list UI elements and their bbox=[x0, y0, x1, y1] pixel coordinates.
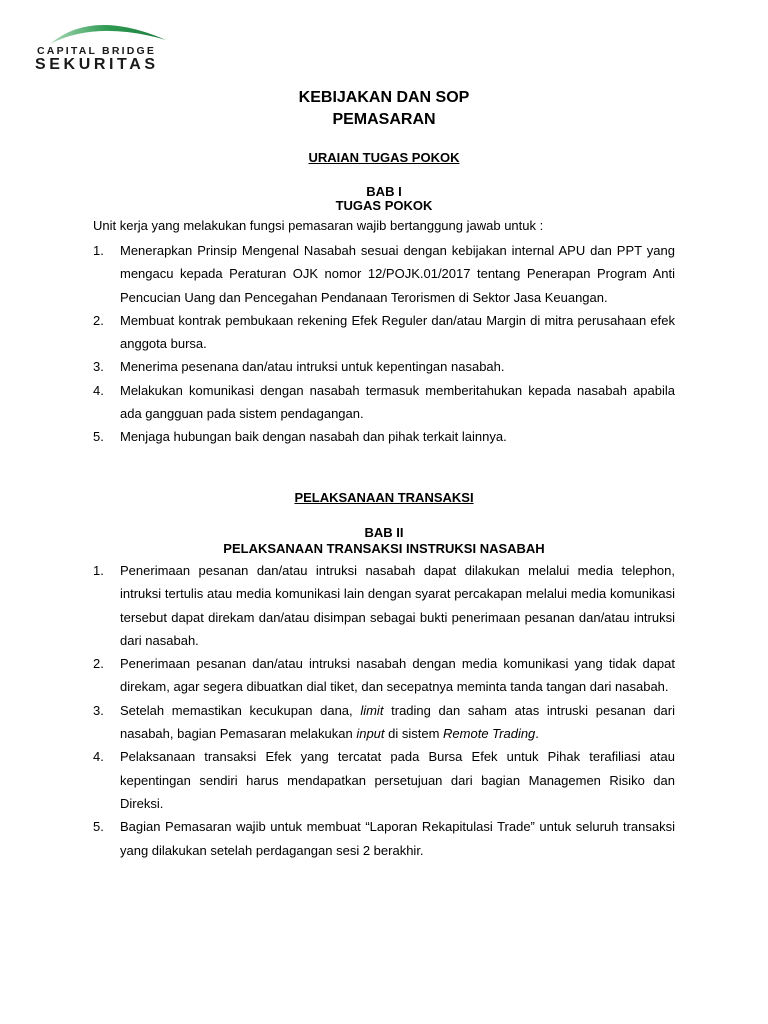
emphasis-input: input bbox=[356, 726, 385, 742]
text-run: Setelah memastikan kecukupan dana, bbox=[120, 702, 361, 718]
section2-heading: PELAKSANAAN TRANSAKSI bbox=[294, 490, 474, 505]
document-title-line2: PEMASARAN bbox=[332, 111, 436, 128]
list-item-text: Menerapkan Prinsip Mengenal Nasabah sesuai dengan kebijakan internal APU dan PPT yang mengacu kepada Peraturan OJK nomor 12/POJK.01/2017 tentang Penerapan Program Anti Pencucian Uang dan Pencegahan Pendanaan Terorismen di Sektor Jasa Keuangan. bbox=[120, 243, 675, 305]
text-run: di sistem bbox=[384, 726, 444, 742]
list-item-number: 5. bbox=[93, 819, 104, 835]
company-logo bbox=[34, 14, 184, 76]
list-item bbox=[93, 815, 675, 862]
list-item-number: 1. bbox=[93, 563, 104, 578]
list-item-text: Menerima pesenana dan/atau intruksi untuk kepentingan nasabah. bbox=[120, 359, 505, 375]
list-item-text: Bagian Pemasaran wajib untuk membuat “Laporan Rekapitulasi Trade” untuk seluruh transaksi yang dilakukan setelah perdagangan sesi 2 berakhir. bbox=[120, 819, 675, 858]
list-item-text: Pelaksanaan transaksi Efek yang tercatat pada Bursa Efek untuk Pihak terafiliasi atau kepentingan sendiri harus mendapatkan persetujuan dari bagian Managemen Risiko dan Direksi. bbox=[120, 749, 675, 811]
list-item bbox=[93, 379, 675, 426]
list-item-number: 4. bbox=[93, 382, 104, 398]
list-item-text bbox=[120, 699, 675, 746]
list-item-number: 3. bbox=[93, 702, 104, 718]
document-title-line1: KEBIJAKAN DAN SOP bbox=[298, 89, 470, 106]
list-item-text: Penerimaan pesanan dan/atau intruksi nasabah dapat dilakukan melalui media telephon, intruksi tertulis atau media komunikasi lain dengan syarat percakapan melalui media komunikasi tersebut dapat direkam dan/atau disimpan sebagai bukti penerimaan pesanan dan/atau intruksi dari nasabah. bbox=[120, 563, 675, 648]
list-item-number: 3. bbox=[93, 359, 104, 375]
logo-text-capital-bridge: CAPITAL BRIDGE bbox=[37, 45, 157, 57]
list-item-number: 5. bbox=[93, 429, 104, 445]
list-item bbox=[93, 699, 675, 746]
section1-bab-title: TUGAS POKOK bbox=[335, 198, 433, 213]
list-item-text: Menjaga hubungan baik dengan nasabah dan pihak terkait lainnya. bbox=[120, 429, 507, 445]
section1-intro: Unit kerja yang melakukan fungsi pemasaran wajib bertanggung jawab untuk : bbox=[93, 218, 544, 233]
list-item-text: Penerimaan pesanan dan/atau intruksi nasabah dengan media komunikasi yang tidak dapat direkam, agar segera dibuatkan dial tiket, dan secepatnya meminta tanda tangan dari nasabah. bbox=[120, 656, 675, 695]
list-item bbox=[93, 309, 675, 356]
section1-list bbox=[93, 239, 675, 449]
list-item bbox=[93, 355, 675, 378]
section2-list bbox=[93, 559, 675, 862]
list-item-number: 1. bbox=[93, 243, 104, 258]
list-item-number: 2. bbox=[93, 312, 104, 328]
text-run: trading dan saham atas intruski pesanan dari nasabah, bagian Pemasaran melakukan bbox=[120, 702, 676, 742]
list-item bbox=[93, 239, 675, 309]
text-run: . bbox=[535, 726, 539, 742]
list-item bbox=[93, 745, 675, 815]
section1-heading: URAIAN TUGAS POKOK bbox=[308, 150, 460, 165]
emphasis-remote-trading: Remote Trading bbox=[443, 726, 536, 742]
list-item bbox=[93, 559, 675, 652]
list-item-number: 2. bbox=[93, 656, 104, 672]
section2-bab-title: PELAKSANAAN TRANSAKSI INSTRUKSI NASABAH bbox=[223, 541, 545, 556]
list-item-number: 4. bbox=[93, 749, 104, 765]
section2-bab: BAB II bbox=[364, 525, 404, 540]
logo-text-sekuritas: SEKURITAS bbox=[35, 56, 159, 73]
list-item bbox=[93, 652, 675, 699]
list-item-text: Membuat kontrak pembukaan rekening Efek Reguler dan/atau Margin di mitra perusahaan efek anggota bursa. bbox=[120, 312, 675, 352]
list-item bbox=[93, 425, 675, 448]
section1-bab: BAB I bbox=[366, 184, 402, 199]
emphasis-limit: limit bbox=[360, 702, 384, 718]
list-item-text: Melakukan komunikasi dengan nasabah termasuk memberitahukan kepada nasabah apabila ada gangguan pada sistem pendagangan. bbox=[120, 382, 675, 422]
